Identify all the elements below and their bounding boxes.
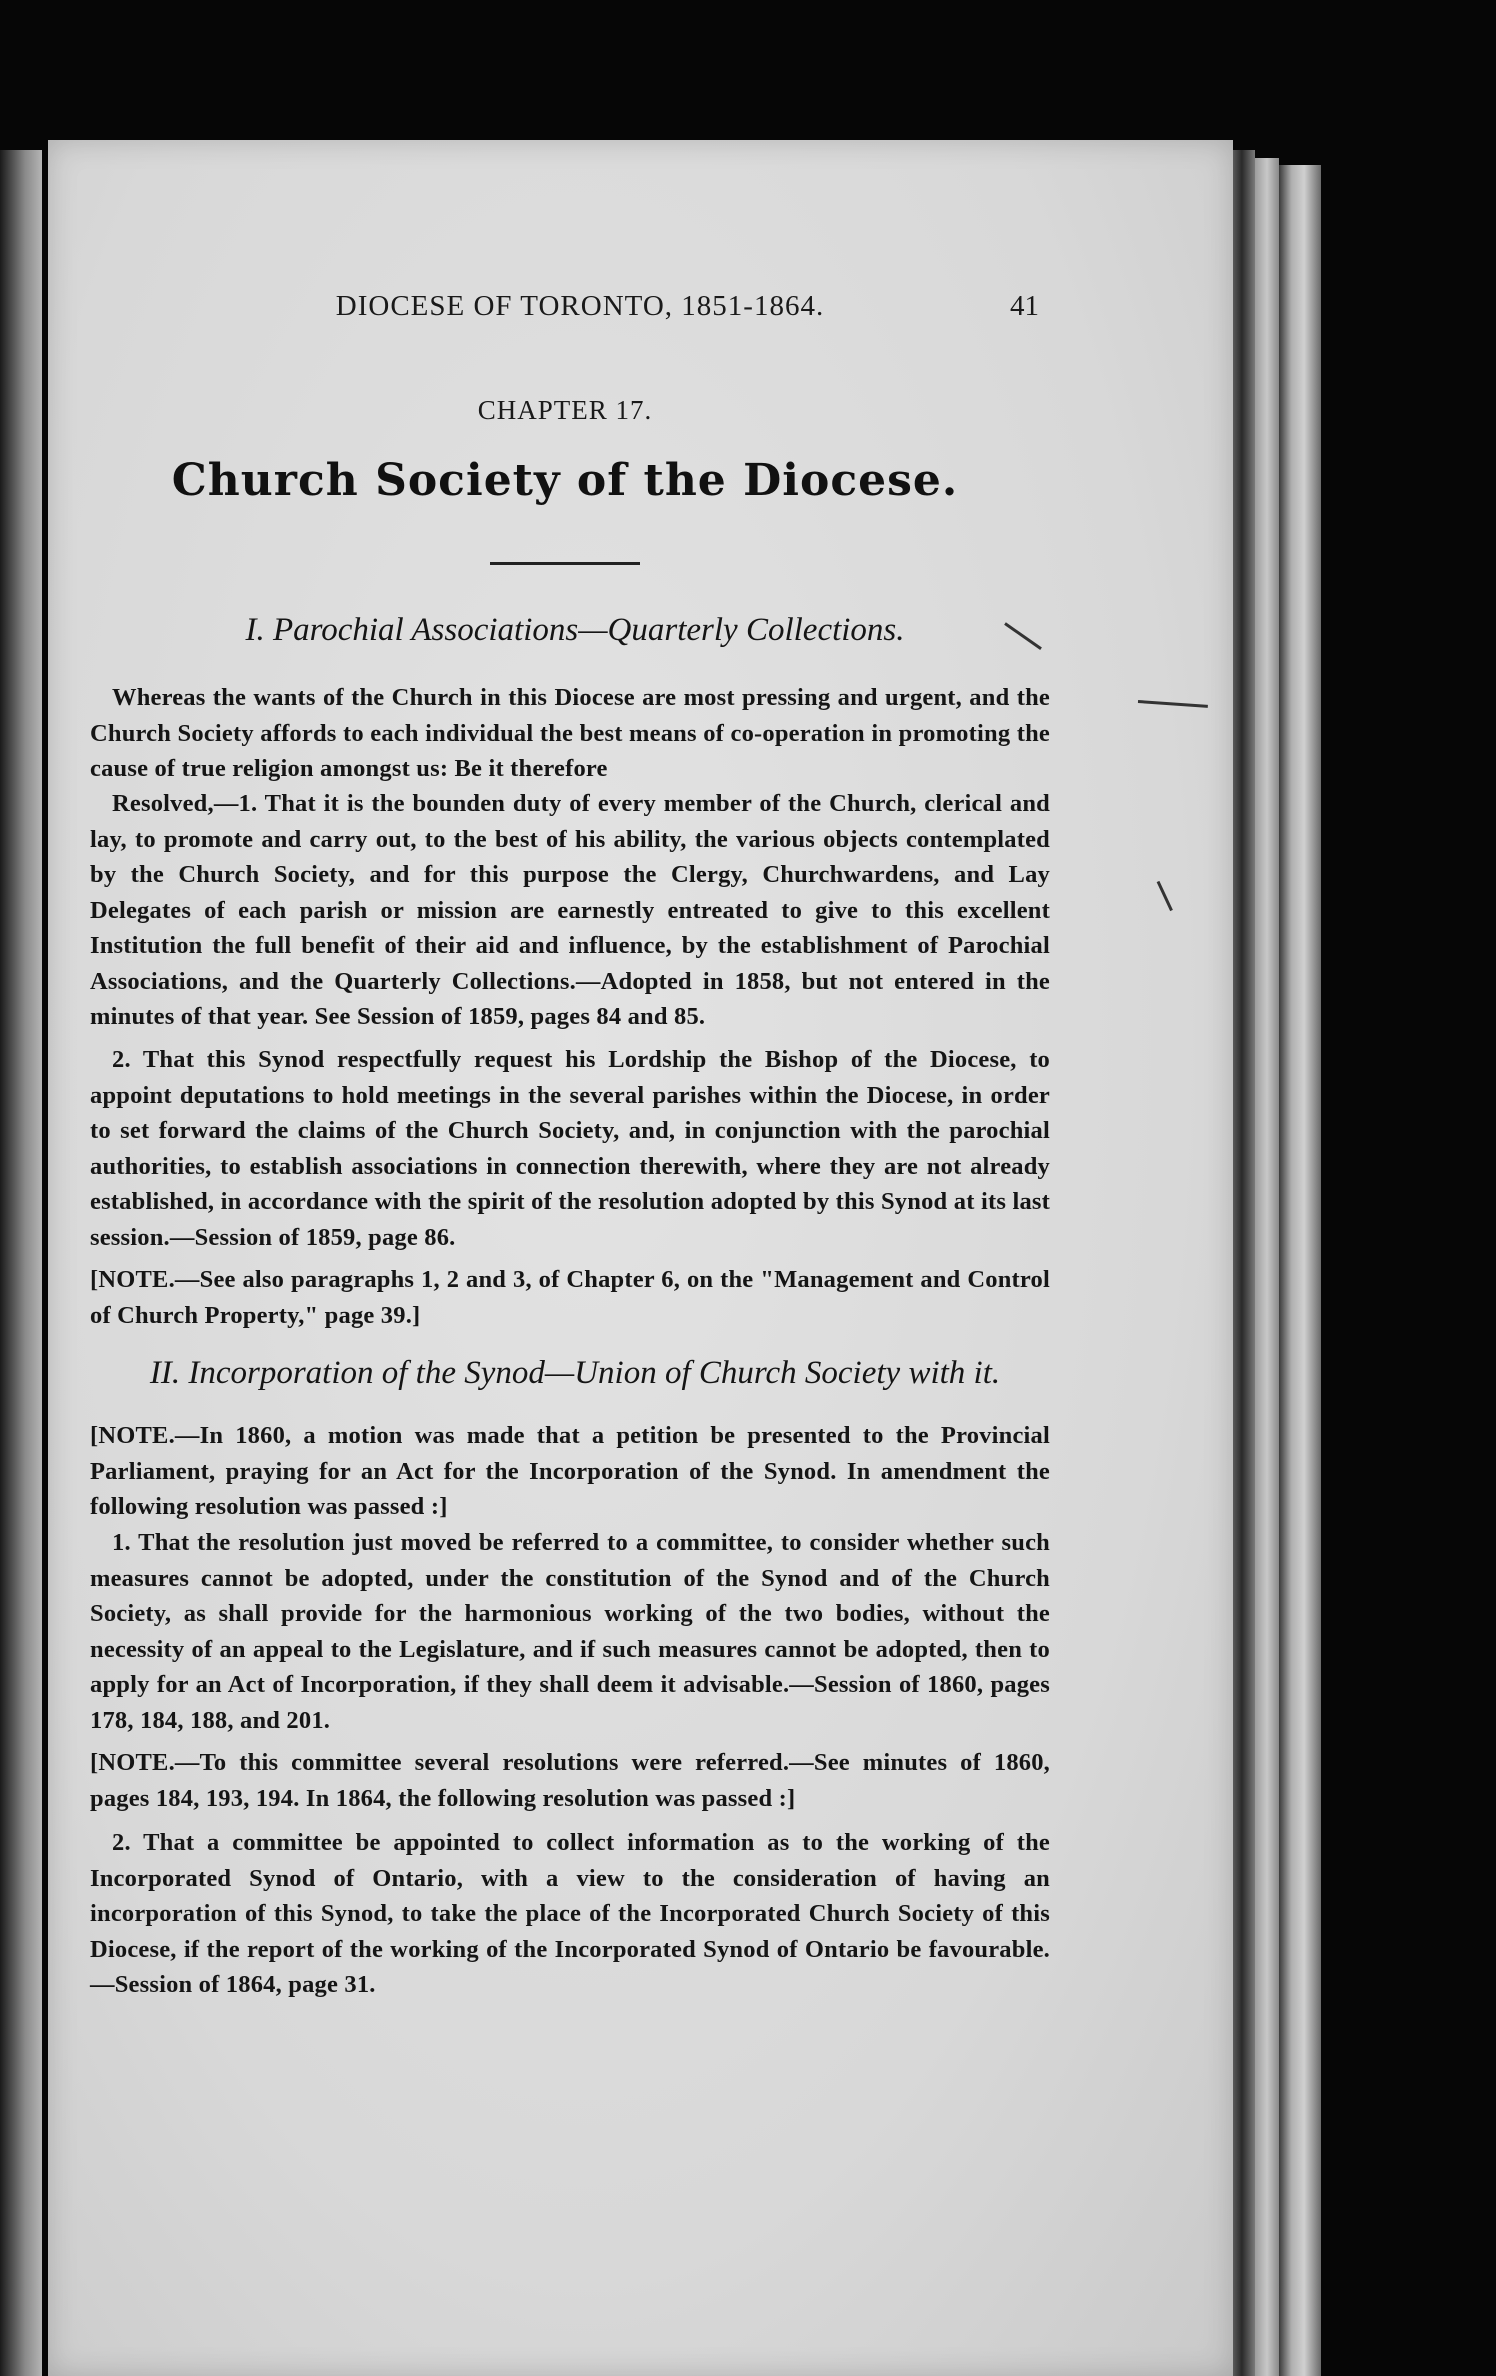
- paragraph-text: 2. That this Synod respectfully request his Lordship the Bishop of the Diocese, to appoint deputations to hold meetings in the several parishes within the Diocese, in order to set forward the claims of the Church Society, and, in conjunction with the parochial authorities, to establish associations in connection therewith, where they are not already established, in accordance with the spirit of the resolution adopted by this Synod at its last session.—Session of 1859, page 86.: [90, 1046, 1050, 1251]
- paragraph-text: Whereas the wants of the Church in this Diocese are most pressing and urgent, and the Church Society affords to each individual the best means of co-operation in promoting the cause of true religion amongst us: Be it therefore: [90, 684, 1050, 782]
- title-rule: [490, 562, 640, 565]
- note-text: [NOTE.—See also paragraphs 1, 2 and 3, of Chapter 6, on the "Management and Control of Church Property," page 39.]: [90, 1266, 1050, 1329]
- paragraph-text: 1. That the resolution just moved be referred to a committee, to consider whether such measures cannot be adopted, under the constitution of the Synod and of the Church Society, as shall provide for the harmonious working of the two bodies, without the necessity of an appeal to the Legislature, and if such measures cannot be adopted, then to apply for an Act of Incorporation, if they shall deem it advisable.—Session of 1860, pages 178, 184, 188, and 201.: [90, 1529, 1050, 1734]
- paragraph-resolution-ontario: [90, 1825, 1050, 2003]
- page-stack-edge: [1255, 158, 1279, 2376]
- book-fore-edge: [1279, 165, 1321, 2376]
- note-text: [NOTE.—In 1860, a motion was made that a petition be presented to the Provincial Parliament, praying for an Act for the Incorporation of the Synod. In amendment the following resolution was passed :]: [90, 1422, 1050, 1520]
- page-number: 41: [1010, 290, 1039, 322]
- paragraph-text: Resolved,—1. That it is the bounden duty of every member of the Church, clerical and lay, to promote and carry out, to the best of his ability, the various objects contemplated by the Church Society, and for this purpose the Clergy, Churchwardens, and Lay Delegates of each parish or mission are earnestly entreated to give to this excellent Institution the full benefit of their aid and influence, by the establishment of Parochial Associations, and the Quarterly Collections.—Adopted in 1858, but not entered in the minutes of that year. See Session of 1859, pages 84 and 85.: [90, 790, 1050, 1030]
- note-church-property: [90, 1262, 1050, 1333]
- section-heading-1: I. Parochial Associations—Quarterly Collections.: [245, 612, 905, 648]
- section-heading-2: II. Incorporation of the Synod—Union of Church Society with it.: [149, 1355, 1001, 1391]
- paragraph-resolution-2: [90, 1042, 1050, 1255]
- running-head: DIOCESE OF TORONTO, 1851-1864.: [335, 290, 825, 322]
- note-text: [NOTE.—To this committee several resolutions were referred.—See minutes of 1860, pages 184, 193, 194. In 1864, the following resolution was passed :]: [90, 1749, 1050, 1812]
- paragraph-whereas: [90, 680, 1050, 787]
- note-committee-1864: [90, 1745, 1050, 1816]
- chapter-number: CHAPTER 17.: [477, 395, 653, 425]
- paragraph-text: 2. That a committee be appointed to collect information as to the working of the Incorporated Synod of Ontario, with a view to the consideration of having an incorporation of this Synod, to take the place of the Incorporated Church Society of this Diocese, if the report of the working of the Incorporated Synod of Ontario be favourable.—Session of 1864, page 31.: [90, 1829, 1050, 1998]
- paragraph-resolution-committee: [90, 1525, 1050, 1738]
- chapter-title: Church Society of the Diocese.: [171, 455, 959, 506]
- paragraph-resolved-1: [90, 786, 1050, 1035]
- page-stack-shadow: [1233, 150, 1255, 2376]
- note-incorporation-1860: [90, 1418, 1050, 1525]
